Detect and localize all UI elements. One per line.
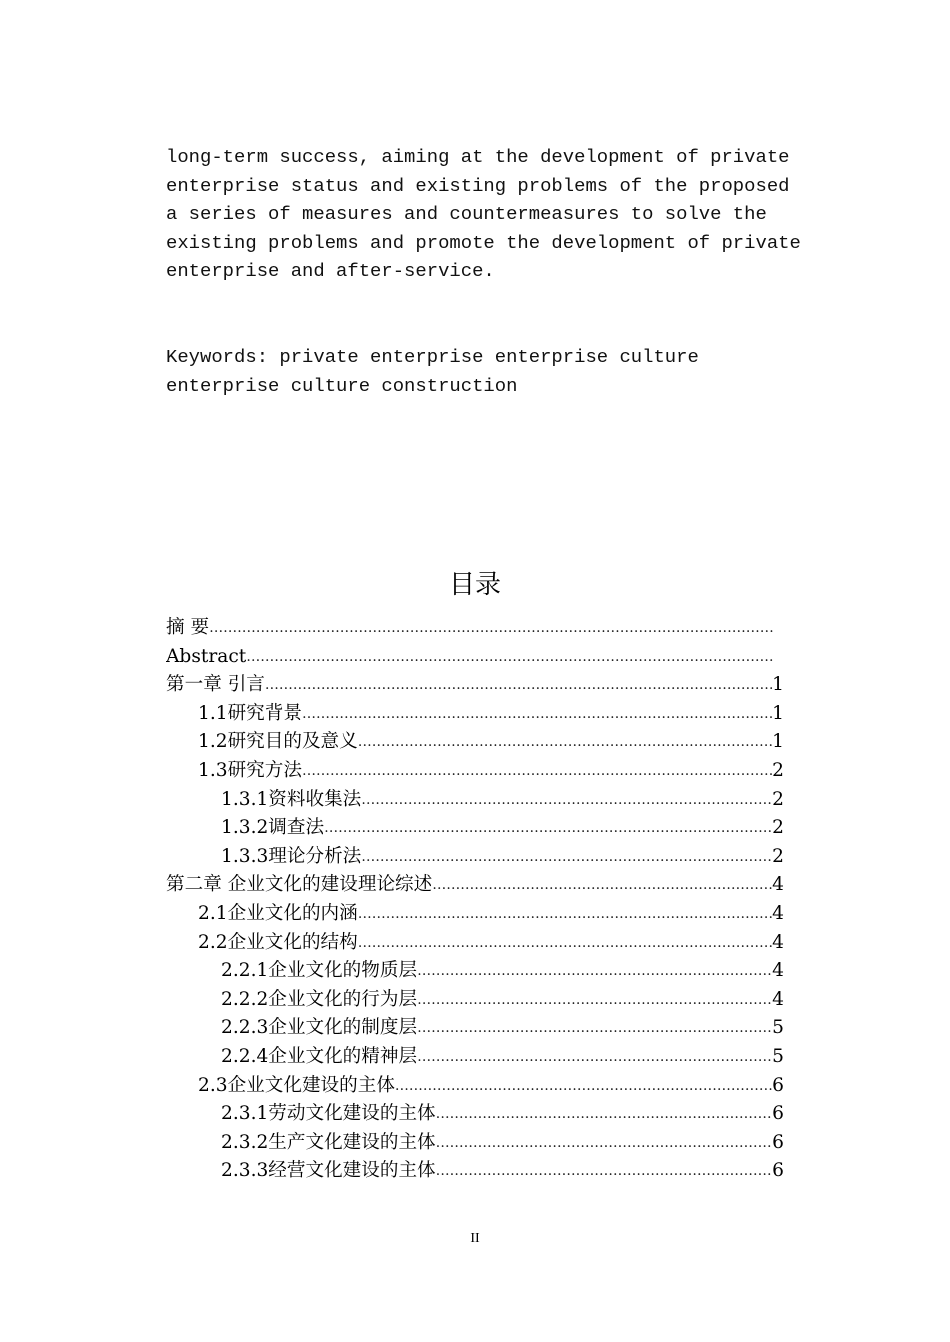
toc-entry[interactable] — [166, 871, 784, 900]
toc-entry-label: 2.3企业文化建设的主体 — [198, 1074, 395, 1096]
toc-entry[interactable] — [166, 728, 784, 757]
abstract-line: a series of measures and countermeasures to solve the — [166, 203, 767, 226]
toc-entry[interactable] — [166, 929, 784, 958]
toc-entry-page: 6 — [772, 1103, 784, 1125]
toc-entry-label: 第一章 引言 — [166, 674, 265, 696]
toc-entry-page: 2 — [772, 817, 784, 839]
toc-entry-page: 4 — [772, 960, 784, 982]
toc-entry[interactable] — [166, 957, 784, 986]
toc-entry-page: 4 — [772, 988, 784, 1010]
toc-entry[interactable] — [166, 757, 784, 786]
abstract-line: existing problems and promote the development of private — [166, 231, 801, 254]
toc-leader — [209, 614, 774, 643]
toc-entry-label: 2.3.2生产文化建设的主体 — [221, 1131, 436, 1153]
toc-leader — [436, 1157, 773, 1186]
toc-leader — [265, 671, 772, 700]
toc-entry-page: 1 — [772, 731, 784, 753]
toc-leader — [417, 1043, 772, 1072]
toc-entry[interactable] — [166, 843, 784, 872]
toc-entry[interactable] — [166, 614, 784, 643]
toc-entry[interactable] — [166, 786, 784, 815]
toc-entry-page: 6 — [772, 1160, 784, 1182]
toc-leader — [417, 986, 772, 1015]
toc-entry-page: 2 — [772, 788, 784, 810]
abstract-line: long-term success, aiming at the development of private — [166, 146, 790, 168]
keywords — [166, 343, 806, 400]
toc-leader — [246, 643, 774, 672]
toc-entry[interactable] — [166, 1043, 784, 1072]
toc-leader — [302, 700, 772, 729]
toc-entry-label: 第二章 企业文化的建设理论综述 — [166, 874, 433, 896]
toc-entry[interactable] — [166, 643, 784, 672]
toc-entry-label: 1.3.3理论分析法 — [221, 845, 362, 867]
toc-entry[interactable] — [166, 1129, 784, 1158]
toc-entry[interactable] — [166, 1100, 784, 1129]
toc-entry-label: 2.2.2企业文化的行为层 — [221, 988, 418, 1010]
toc-entry-label: 2.1企业文化的内涵 — [198, 902, 358, 924]
abstract-line: enterprise status and existing problems of the proposed — [166, 174, 790, 197]
toc-entry-label: 2.2.1企业文化的物质层 — [221, 960, 418, 982]
toc-entry-page: 5 — [772, 1017, 784, 1039]
toc-entry-label: 2.2企业文化的结构 — [198, 931, 358, 953]
toc-leader — [302, 757, 772, 786]
toc-entry-page: 6 — [772, 1074, 784, 1096]
toc-entry-label: 2.3.1劳动文化建设的主体 — [221, 1103, 436, 1125]
toc-leader — [417, 1014, 772, 1043]
toc-leader — [436, 1100, 773, 1129]
toc-entry-label: 2.3.3经营文化建设的主体 — [221, 1160, 436, 1182]
toc-entry[interactable] — [166, 671, 784, 700]
abstract-line: enterprise and after-service. — [166, 260, 495, 283]
toc-entry-page: 6 — [772, 1131, 784, 1153]
toc-entry[interactable] — [166, 1157, 784, 1186]
keywords-line: enterprise culture construction — [166, 374, 518, 397]
toc-entry-page: 2 — [772, 759, 784, 781]
table-of-contents — [166, 614, 784, 1186]
toc-leader — [436, 1129, 773, 1158]
toc-entry-page: 4 — [772, 874, 784, 896]
toc-leader — [358, 900, 772, 929]
toc-entry-label: 2.2.3企业文化的制度层 — [221, 1017, 418, 1039]
toc-leader — [324, 814, 772, 843]
toc-leader — [358, 728, 772, 757]
toc-entry[interactable] — [166, 1072, 784, 1101]
toc-entry-label: 摘 要 — [166, 617, 210, 638]
toc-entry-label: 1.2研究目的及意义 — [198, 731, 358, 753]
toc-entry-page: 1 — [772, 702, 784, 724]
toc-leader — [361, 843, 772, 872]
abstract-text — [166, 143, 806, 286]
keywords-line: Keywords: private enterprise enterprise culture — [166, 346, 699, 368]
toc-leader — [432, 871, 772, 900]
toc-entry-label: Abstract — [166, 645, 247, 667]
toc-entry-page: 4 — [772, 902, 784, 924]
toc-leader — [395, 1072, 772, 1101]
toc-entry-page: 4 — [772, 931, 784, 953]
toc-entry-page: 5 — [772, 1045, 784, 1067]
toc-title: 目录 — [448, 570, 501, 600]
toc-entry[interactable] — [166, 814, 784, 843]
toc-entry-page: 2 — [772, 845, 784, 867]
toc-leader — [417, 957, 772, 986]
toc-entry-label: 1.3.2调查法 — [221, 817, 325, 839]
page-number: II — [470, 1231, 480, 1246]
toc-leader — [358, 929, 772, 958]
toc-entry-label: 1.3研究方法 — [198, 759, 302, 781]
toc-entry-page: 1 — [772, 674, 784, 696]
toc-entry-label: 2.2.4企业文化的精神层 — [221, 1045, 418, 1067]
toc-entry-label: 1.3.1资料收集法 — [221, 788, 362, 810]
toc-leader — [361, 786, 772, 815]
toc-entry[interactable] — [166, 986, 784, 1015]
toc-entry-label: 1.1研究背景 — [198, 702, 302, 724]
toc-entry[interactable] — [166, 900, 784, 929]
toc-entry[interactable] — [166, 700, 784, 729]
toc-entry[interactable] — [166, 1014, 784, 1043]
